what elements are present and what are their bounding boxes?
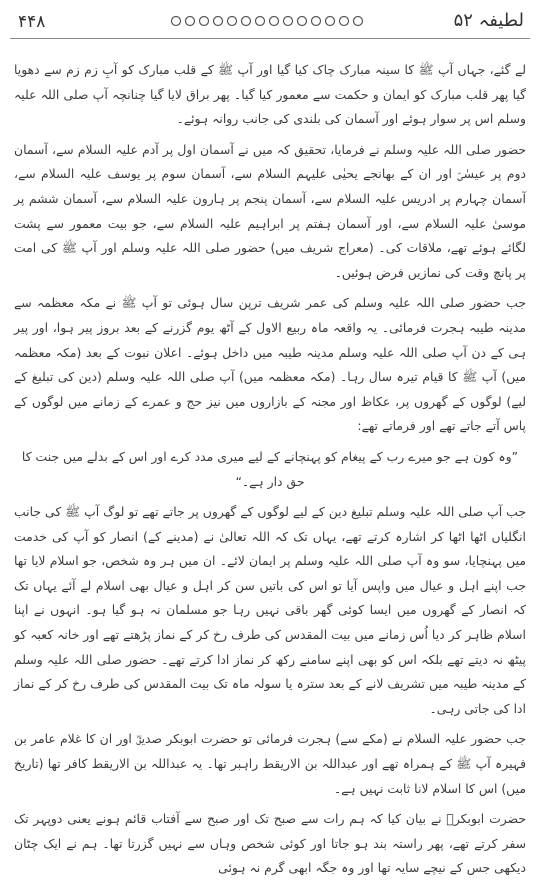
page-body — [14, 58, 526, 876]
paragraph: جب حضور علیہ السلام نے (مکے سے) ہجرت فرمائی تو حضرت ابوبکر صدیقؓ اور ان کا غلام عامر بن فہیرہ آپ ﷺ کے ہمراہ تھے اور عبداللہ بن الاریقط راہبر تھا۔ یہ عبداللہ بن الاریقط کافر تھا (تاریخ میں) اس کا اسلام لانا ثابت نہیں ہے۔ — [14, 731, 526, 796]
paragraph: حضرت ابوبکرؓ نے بیان کیا کہ ہم رات سے صبح تک اور صبح سے آفتاب قائم ہونے یعنی دوپہر تک سفر کرتے تھے، پھر راستہ بند ہو جاتا اور کوئی شخص وہاں سے نہیں گزرتا تھا۔ ہم نے ایک چٹان دیکھی جس کے نیچے سایہ تھا اور وہ جگہ ابھی گرم نہ ہوئی — [14, 811, 526, 876]
paragraph: جب آپ صلی اللہ علیہ وسلم تبلیغ دین کے لیے لوگوں کے گھروں پر جاتے تھے تو لوگ آپ ﷺ کی جانب انگلیاں اٹھا اٹھا کر اشارہ کرتے تھے، یہاں تک کہ اللہ تعالیٰ نے (مدینے کے) انصار کو آپ کی خدمت میں پہنچایا، سو وہ آپ صلی اللہ علیہ وسلم پر ایمان لائے۔ ان میں ہر وہ شخص، جو اسلام لایا تھا جب اپنے اہل و عیال میں واپس آیا تو اس کی باتیں سن کر اہل و عیال بھی اسلام لے آئے یہاں تک کہ انصار کے گھروں میں ایسا کوئی گھر باقی نہیں رہا جو مسلمان نہ ہو گیا ہو۔ انہوں نے اپنا اسلام ظاہر کر دیا اُس زمانے میں بیت المقدس کی طرف رخ کر کے نماز پڑھتے تھے اور خانہ کعبہ کو پیٹھ نہ دیتے تھے بلکہ اس کو بھی اپنے سامنے رکھ کر نماز ادا کرتے تھے۔ حضور صلی اللہ علیہ وسلم کے مدینہ طیبہ میں تشریف لانے کے بعد سترہ یا سولہ ماہ تک بیت المقدس کی طرف رخ کر کے نماز ادا کی جاتی رہی۔ — [14, 504, 526, 716]
paragraph: حضور صلی اللہ علیہ وسلم نے فرمایا، تحقیق کہ میں نے آسمان اول پر آدم علیہ السلام سے، آسمان دوم پر عیسٰیؑ اور ان کے بھانجے یحیٰی علیہم السلام سے، آسمان سوم پر یوسف علیہ السلام سے، آسمان چہارم پر ادریس علیہ السلام سے، آسمان پنجم پر ہارون علیہ السلام سے، آسمان ششم پر موسیٰ علیہ السلام سے، اور آسمان ہفتم پر ابراہیم علیہ السلام سے، جو بیت معمور سے پشت لگائے ہوئے تھے، ملاقات کی۔ (معراج شریف میں) حضور صلی اللہ علیہ وسلم اور آپ ﷺ کی امت پر پانچ وقت کی نمازیں فرض ہوئیں۔ — [14, 141, 526, 280]
page-number: ۴۴۸ — [18, 12, 46, 32]
paragraph: لے گئے، جہاں آپ ﷺ کا سینہ مبارک چاک کیا گیا اور آپ ﷺ کے قلب مبارک کو آبِ زم زم سے دھویا گیا پھر قلب مبارک کو ایمان و حکمت سے معمور کیا گیا۔ پھر براق لایا گیا چنانچہ آپ صلی اللہ علیہ وسلم اس پر سوار ہوئے اور آسمان کی بلندی کی جانب روانہ ہوئے۔ — [14, 62, 526, 127]
header-divider — [10, 38, 530, 39]
page-header — [0, 0, 540, 38]
header-ornament — [170, 14, 370, 28]
chapter-title: لطیفہ ۵۲ — [453, 10, 524, 31]
quoted-saying: ”وہ کون ہے جو میرے رب کے پیغام کو پہنچانے کے لیے میری مدد کرے اور اس کے بدلے میں جنت کا حق دار ہے۔“ — [21, 448, 519, 489]
paragraph: جب حضور صلی اللہ علیہ وسلم کی عمر شریف ترپن سال ہوئی تو آپ ﷺ نے مکہ معظمہ سے مدینہ طیبہ ہجرت فرمائی۔ یہ واقعہ ماہ ربیع الاول کے آٹھ یوم گزرنے کے بعد بروز پیر ہوا، اور پیر ہی کے دن آپ صلی اللہ علیہ وسلم مدینہ طیبہ میں داخل ہوئے۔ اعلان نبوت کے بعد (مکہ معظمہ میں) آپ ﷺ کا قیام تیرہ سال رہا۔ (مکہ معظمہ میں) آپ صلی اللہ علیہ وسلم (دین کی تبلیغ کے لیے) لوگوں کے گھروں پر، عکاظ اور مجنہ کے بازاروں میں نیز حج و عمرے کے زمانے میں لوگوں کے پاس آتے جاتے تھے اور فرماتے تھے: — [14, 295, 526, 434]
